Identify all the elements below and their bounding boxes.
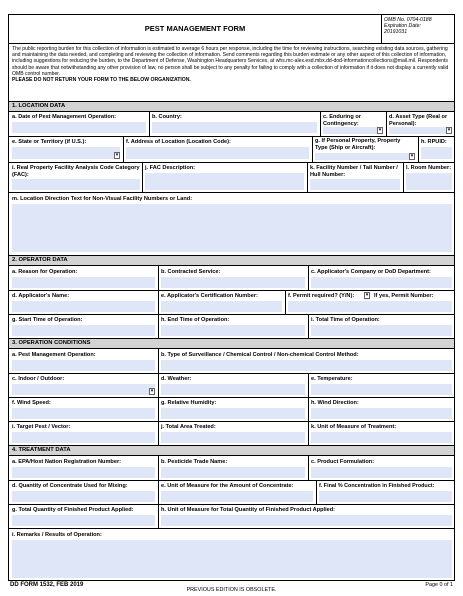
temperature-label: e. Temperature: bbox=[311, 376, 353, 382]
date-of-operation-label: a. Date of Pest Management Operation: bbox=[12, 114, 117, 120]
pest-management-form bbox=[8, 14, 455, 581]
pest-operation-field[interactable] bbox=[12, 360, 155, 371]
permit-number-label: If yes, Permit Number: bbox=[374, 293, 434, 299]
conditions-row-1 bbox=[9, 349, 454, 373]
start-time-field[interactable] bbox=[12, 325, 155, 336]
indoor-outdoor-select[interactable] bbox=[12, 384, 155, 395]
surveillance-type-field[interactable] bbox=[161, 360, 452, 371]
epa-registration-label: a. EPA/Host Nation Registration Number: bbox=[12, 459, 121, 465]
permit-number-field[interactable] bbox=[288, 301, 452, 312]
enduring-contingency-label: c. Enduring or Contingency: bbox=[323, 114, 361, 127]
conditions-row-4 bbox=[9, 421, 454, 445]
operator-row-2 bbox=[9, 290, 454, 314]
relative-humidity-field[interactable] bbox=[161, 408, 305, 419]
product-formulation-field[interactable] bbox=[311, 467, 452, 478]
location-row-2 bbox=[9, 136, 454, 162]
section-location-header: 1. LOCATION DATA bbox=[9, 101, 454, 112]
facility-number-label: k. Facility Number / Tail Number / Hull Number: bbox=[310, 165, 398, 178]
fac-category-label: i. Real Property Facility Analysis Code Category (FAC): bbox=[12, 165, 140, 178]
treatment-row-1 bbox=[9, 456, 454, 480]
total-area-label: j. Total Area Treated: bbox=[161, 424, 216, 430]
chevron-down-icon[interactable] bbox=[114, 152, 120, 159]
form-id: DD FORM 1532, FEB 2019 bbox=[10, 582, 84, 588]
rpuid-label: h. RPUID: bbox=[421, 139, 447, 145]
treatment-row-2 bbox=[9, 480, 454, 504]
page-number: Page 0 of 1 bbox=[425, 582, 453, 588]
total-time-field[interactable] bbox=[311, 325, 452, 336]
target-pest-field[interactable] bbox=[12, 432, 155, 443]
temperature-field[interactable] bbox=[311, 384, 452, 395]
location-row-3 bbox=[9, 162, 454, 192]
pesticide-trade-name-label: b. Pesticide Trade Name: bbox=[161, 459, 228, 465]
asset-type-select[interactable] bbox=[389, 127, 452, 134]
country-label: b. Country: bbox=[152, 114, 182, 120]
product-formulation-label: c. Product Formulation: bbox=[311, 459, 375, 465]
fac-description-field[interactable] bbox=[145, 173, 304, 190]
applicator-company-label: c. Applicator's Company or DoD Department: bbox=[311, 269, 431, 275]
concentrate-unit-field[interactable] bbox=[161, 491, 313, 502]
certification-number-label: e. Applicator's Certification Number: bbox=[161, 293, 258, 299]
permit-required-label: f. Permit required? (Y/N): bbox=[288, 293, 355, 299]
concentrate-unit-label: e. Unit of Measure for the Amount of Concentrate: bbox=[161, 483, 294, 489]
omb-number: OMB No. 0704-0188 bbox=[384, 17, 432, 23]
asset-type-label: d. Asset Type (Real or Personal): bbox=[389, 114, 448, 127]
room-number-label: l. Room Number: bbox=[406, 165, 452, 171]
operator-row-1 bbox=[9, 266, 454, 290]
state-label: e. State or Territory (if U.S.): bbox=[12, 139, 87, 145]
chevron-down-icon[interactable] bbox=[409, 153, 415, 160]
facility-number-field[interactable] bbox=[310, 179, 400, 190]
section-treatment-header: 4. TREATMENT DATA bbox=[9, 445, 454, 456]
applicator-name-label: d. Applicator's Name: bbox=[12, 293, 70, 299]
certification-number-field[interactable] bbox=[161, 301, 282, 312]
chevron-down-icon[interactable] bbox=[364, 292, 370, 299]
start-time-label: g. Start Time of Operation: bbox=[12, 317, 83, 323]
chevron-down-icon[interactable] bbox=[446, 127, 452, 134]
fac-description-label: j. FAC Description: bbox=[145, 165, 196, 171]
total-quantity-unit-field[interactable] bbox=[161, 515, 452, 526]
relative-humidity-label: g. Relative Humidity: bbox=[161, 400, 217, 406]
operator-row-3 bbox=[9, 314, 454, 338]
end-time-field[interactable] bbox=[161, 325, 305, 336]
applicator-company-field[interactable] bbox=[311, 277, 452, 288]
burden-text: The public reporting burden for this collection of information is estimated to average 6 hours per response, including the time for reviewing instructions, searching existing data sources, gathering and maintaining the data needed, and completing and reviewing the collection of information. Send comments regarding this burden estimate or any other aspect of this collection of information, including suggestions for reducing the burden, to the Department of Defense, Washington Headquarters Services, at whs.mc-alex.esd.mbx.dd-dod-informationcollections@mail.mil. Respondents should be aware that notwithstanding any other provision of law, no person shall be subject to any penalty for failing to comply with a collection of information if it does not display a currently valid OMB control number. bbox=[12, 46, 449, 77]
wind-direction-label: h. Wind Direction: bbox=[311, 400, 359, 406]
unit-of-measure-treatment-field[interactable] bbox=[311, 432, 452, 443]
treatment-row-4 bbox=[9, 528, 454, 580]
conditions-row-3 bbox=[9, 397, 454, 421]
expiration-date: 20191031 bbox=[384, 29, 408, 36]
wind-speed-field[interactable] bbox=[12, 408, 155, 419]
unit-of-measure-treatment-label: k. Unit of Measure of Treatment: bbox=[311, 424, 397, 430]
date-of-operation-field[interactable] bbox=[12, 122, 146, 133]
wind-direction-field[interactable] bbox=[311, 408, 452, 419]
state-select[interactable] bbox=[12, 147, 120, 159]
weather-field[interactable] bbox=[161, 384, 305, 395]
total-quantity-unit-label: h. Unit of Measure for Total Quantity of Finished Product Applied: bbox=[161, 507, 336, 513]
indoor-outdoor-label: c. Indoor / Outdoor: bbox=[12, 376, 65, 382]
room-number-field[interactable] bbox=[406, 173, 452, 190]
property-type-select[interactable] bbox=[315, 153, 415, 160]
enduring-contingency-select[interactable] bbox=[323, 127, 383, 134]
location-direction-field[interactable] bbox=[12, 204, 452, 252]
expiration-label: Expiration Date: bbox=[384, 23, 421, 30]
property-type-label: g. If Personal Property, Property Type (Ship or Aircraft): bbox=[315, 138, 401, 151]
wind-speed-label: f. Wind Speed: bbox=[12, 400, 51, 406]
total-time-label: i. Total Time of Operation: bbox=[311, 317, 380, 323]
target-pest-label: i. Target Pest / Vector: bbox=[12, 424, 71, 430]
address-label: f. Address of Location (Location Code): bbox=[126, 139, 231, 145]
remarks-field[interactable] bbox=[12, 540, 452, 578]
fac-category-field[interactable] bbox=[12, 179, 140, 190]
country-field[interactable] bbox=[152, 122, 317, 133]
treatment-row-3 bbox=[9, 504, 454, 528]
location-direction-label: m. Location Direction Text for Non-Visual Facility Numbers or Land: bbox=[12, 196, 193, 202]
section-operator-header: 2. OPERATOR DATA bbox=[9, 255, 454, 266]
chevron-down-icon[interactable] bbox=[149, 388, 155, 395]
form-title: PEST MANAGEMENT FORM bbox=[144, 24, 246, 33]
pesticide-trade-name-field[interactable] bbox=[161, 467, 305, 478]
location-row-1 bbox=[9, 112, 454, 136]
applicator-name-field[interactable] bbox=[12, 301, 155, 312]
epa-registration-field[interactable] bbox=[12, 467, 155, 478]
reason-field[interactable] bbox=[12, 277, 155, 288]
chevron-down-icon[interactable] bbox=[377, 127, 383, 134]
edition-note: PREVIOUS EDITION IS OBSOLETE. bbox=[186, 587, 277, 593]
end-time-label: h. End Time of Operation: bbox=[161, 317, 230, 323]
conditions-row-2 bbox=[9, 373, 454, 397]
location-row-4 bbox=[9, 192, 454, 255]
section-conditions-header: 3. OPERATION CONDITIONS bbox=[9, 338, 454, 349]
contracted-service-field[interactable] bbox=[161, 277, 305, 288]
contracted-service-label: b. Contracted Service: bbox=[161, 269, 221, 275]
total-quantity-applied-label: g. Total Quantity of Finished Product Applied: bbox=[12, 507, 134, 513]
burden-warning: PLEASE DO NOT RETURN YOUR FORM TO THE BELOW ORGANIZATION. bbox=[12, 77, 191, 84]
weather-label: d. Weather: bbox=[161, 376, 192, 382]
final-concentration-label: f. Final % Concentration in Finished Product: bbox=[319, 483, 435, 489]
burden-statement bbox=[12, 46, 452, 83]
total-area-field[interactable] bbox=[161, 432, 305, 443]
address-field[interactable] bbox=[126, 147, 309, 159]
reason-label: a. Reason for Operation: bbox=[12, 269, 78, 275]
concentrate-quantity-field[interactable] bbox=[12, 491, 155, 502]
surveillance-type-label: b. Type of Surveillance / Chemical Control / Non-chemical Control Method: bbox=[161, 352, 359, 358]
remarks-label: i. Remarks / Results of Operation: bbox=[12, 532, 102, 538]
rpuid-field[interactable] bbox=[421, 147, 452, 159]
pest-operation-label: a. Pest Management Operation: bbox=[12, 352, 96, 358]
total-quantity-applied-field[interactable] bbox=[12, 515, 155, 526]
concentrate-quantity-label: d. Quantity of Concentrate Used for Mixing: bbox=[12, 483, 128, 489]
final-concentration-field[interactable] bbox=[319, 491, 452, 502]
omb-block bbox=[384, 17, 454, 36]
